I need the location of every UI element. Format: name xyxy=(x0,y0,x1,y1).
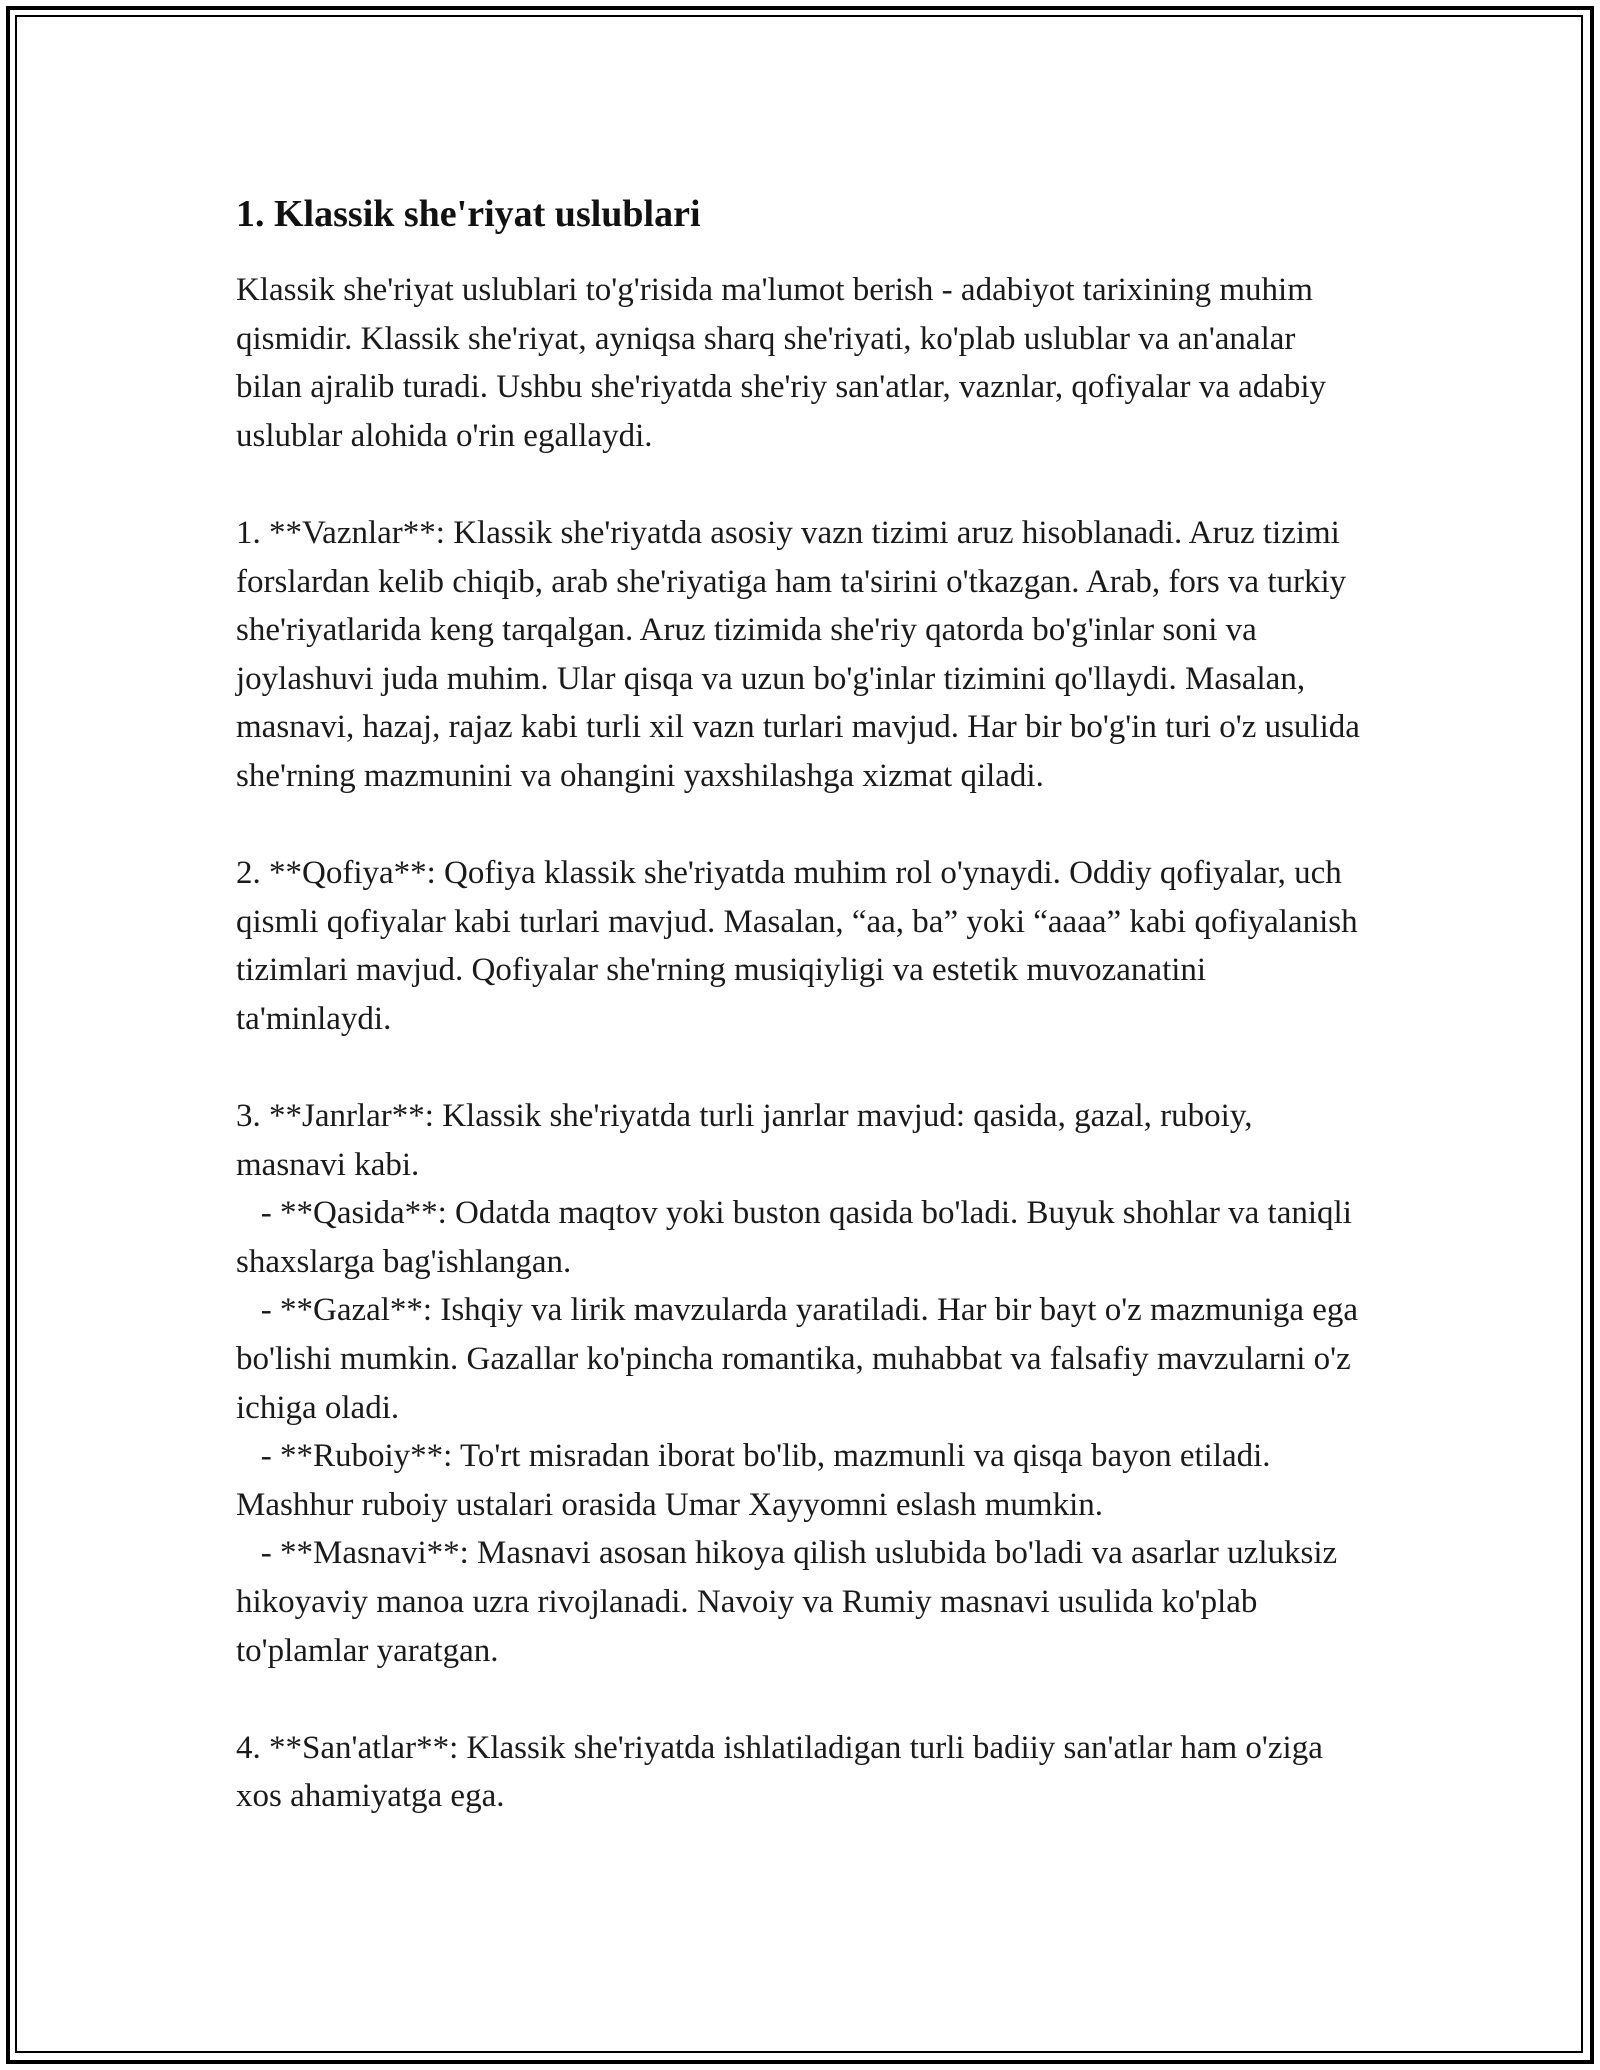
section-janrlar-text: 3. **Janrlar**: Klassik she'riyatda turli janrlar mavjud: qasida, gazal, ruboiy, masnavi kabi. xyxy=(236,1098,1261,1183)
section-vaznlar: 1. **Vaznlar**: Klassik she'riyatda asosiy vazn tizimi aruz hisoblanadi. Aruz tizimi forslardan kelib chiqib, arab she'riyatiga ham ta'sirini o'tkazgan. Arab, fors va turkiy she'riyatlarida keng tarqalgan. Aruz tizimida she'riy qatorda bo'g'inlar soni va joylashuvi juda muhim. Ular qisqa va uzun bo'g'inlar tizimini qo'llaydi. Masalan, masnavi, hazaj, rajaz kabi turli xil vazn turlari mavjud. Har bir bo'g'in turi o'z usulida she'rning mazmunini va ohangini yaxshilashga xizmat qiladi. xyxy=(236,514,1369,794)
intro-paragraph: Klassik she'riyat uslublari to'g'risida ma'lumot berish - adabiyot tarixining muhim qismidir. Klassik she'riyat, ayniqsa sharq she'riyati, ko'plab uslublar va an'analar bilan ajralib turadi. Ushbu she'riyatda she'riy san'atlar, vaznlar, qofiyalar va adabiy uslublar alohida o'rin egallaydi. xyxy=(236,272,1335,454)
section-sanatlar: 4. **San'atlar**: Klassik she'riyatda ishlatiladigan turli badiiy san'atlar ham o'ziga xos ahamiyatga ega. xyxy=(236,1729,1332,1815)
list-item-ruboiy: - **Ruboiy**: To'rt misradan iborat bo'lib, mazmunli va qisqa bayon etiladi. Mashhur ruboiy ustalari orasida Umar Xayyomni eslash mumkin. xyxy=(236,1438,1279,1523)
list-item-masnavi: - **Masnavi**: Masnavi asosan hikoya qilish uslubida bo'ladi va asarlar uzluksiz hikoyaviy manoa uzra rivojlanadi. Navoiy va Rumiy masnavi usulida ko'plab to'plamlar yaratgan. xyxy=(236,1535,1346,1669)
document-body xyxy=(236,188,1369,1870)
section-janrlar xyxy=(236,1092,1366,1675)
document-title: 1. Klassik she'riyat uslublari xyxy=(236,193,701,235)
list-item-gazal: - **Gazal**: Ishqiy va lirik mavzularda yaratiladi. Har bir bayt o'z mazmuniga ega bo'lishi mumkin. Gazallar ko'pincha romantika, muhabbat va falsafiy mavzularni o'z ichiga oladi. xyxy=(236,1292,1367,1426)
section-qofiya: 2. **Qofiya**: Qofiya klassik she'riyatda muhim rol o'ynaydi. Oddiy qofiyalar, uch qismli qofiyalar kabi turlari mavjud. Masalan, “aa, ba” yoki “aaaa” kabi qofiyalanish tizimlari mavjud. Qofiyalar she'rning musiqiyligi va estetik muvozanatini ta'minlaydi. xyxy=(236,855,1366,1037)
list-item-qasida: - **Qasida**: Odatda maqtov yoki buston qasida bo'ladi. Buyuk shohlar va taniqli shaxslarga bag'ishlangan. xyxy=(236,1195,1361,1280)
